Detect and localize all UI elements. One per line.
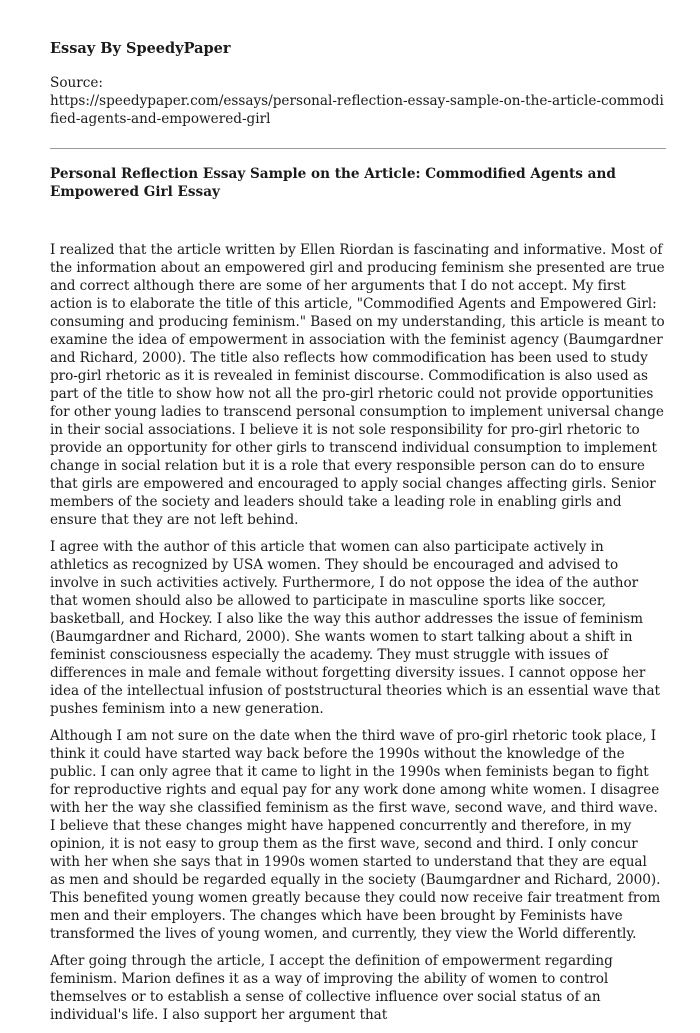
document-page xyxy=(50,40,666,1033)
paragraph: After going through the article, I accept the definition of empowerment regarding feminism. Marion defines it as a way of improving the ability of women to control themselves or to establish a sense of collective influence over social status of an individual's life. I also support her argument that xyxy=(50,953,613,1023)
paragraph: I agree with the author of this article that women can also participate actively in athletics as recognized by USA women. They should be encouraged and advised to involve in such activities actively. Furthermore, I do not oppose the idea of the author that women should also be allowed to participate in masculine sports like soccer, basketball, and Hockey. I also like the way this author addresses the issue of feminism (Baumgardner and Richard, 2000). She wants women to start talking about a shift in feminist consciousness especially the academy. They must struggle with issues of differences in male and female without forgetting diversity issues. I cannot oppose her idea of the intellectual infusion of poststructural theories which is an essential wave that pushes feminism into a new generation. xyxy=(50,539,660,717)
paragraph: I realized that the article written by Ellen Riordan is fascinating and informative. Most of the information about an empowered girl and producing feminism she presented are true and correct although there are some of her arguments that I do not accept. My first action is to elaborate the title of this article, "Commodified Agents and Empowered Girl: consuming and producing feminism." Based on my understanding, this article is meant to examine the idea of empowerment in association with the feminist agency (Baumgardner and Richard, 2000). The title also reflects how commodification has been used to study pro-girl rhetoric as it is revealed in feminist discourse. Commodification is also used as part of the title to show how not all the pro-girl rhetoric could not provide opportunities for other young ladies to transcend personal consumption to implement universal change in their social associations. I believe it is not sole responsibility for pro-girl rhetoric to provide an opportunity for other girls to transcend individual consumption to implement change in social relation but it is a role that every responsible person can do to ensure that girls are empowered and encouraged to apply social changes affecting girls. Senior members of the society and leaders should take a leading role in enabling girls and ensure that they are not left behind. xyxy=(50,242,665,528)
essay-title: Personal Reflection Essay Sample on the Article: Commodified Agents and Empowered Girl Essay xyxy=(50,166,616,200)
paragraph: Although I am not sure on the date when the third wave of pro-girl rhetoric took place, I think it could have started way back before the 1990s without the knowledge of the public. I can only agree that it came to light in the 1990s when feminists began to fight for reproductive rights and equal pay for any work done among white women. I disagree with her the way she classified feminism as the first wave, second wave, and third wave. I believe that these changes might have happened concurrently and therefore, in my opinion, it is not easy to group them as the first wave, second and third. I only concur with her when she says that in 1990s women started to understand that they are equal as men and should be regarded equally in the society (Baumgardner and Richard, 2000). This benefited young women greatly because they could now receive fair treatment from men and their employers. The changes which have been brought by Feminists have transformed the lives of young women, and currently, they view the World differently. xyxy=(50,728,661,942)
source-label: Source: xyxy=(50,75,103,91)
source-block xyxy=(50,74,666,128)
divider xyxy=(50,148,666,149)
source-url: https://speedypaper.com/essays/personal-reflection-essay-sample-on-the-article-commodified-agents-and-empowered-girl xyxy=(50,93,664,127)
essay-author-heading: Essay By SpeedyPaper xyxy=(50,40,231,57)
